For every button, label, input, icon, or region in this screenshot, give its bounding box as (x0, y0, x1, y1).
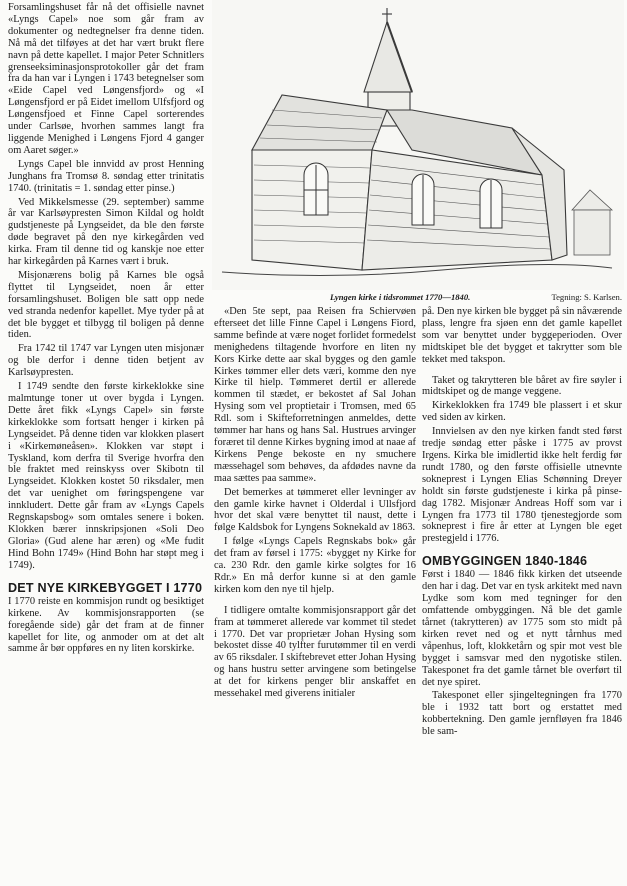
column-2 (214, 306, 416, 702)
paragraph: I 1749 sendte den første kirkeklokke sine malmtunge toner ut over bygda i Lyngen. Dette året fikk «Lyngs Capel» sin første kirkeklokke som fortsatt henger i kirken på Lyngseidet. På denne tiden var klokken plasert i «Kirkemøneåsen». Klokken var støpt i Tyskland, kom derfra til Sverige hvorfra den ble fraktet med reinskyss over Skibotn til Lyngseidet. Klokken kostet 50 riksdaler, men det var uenighet om føringspengene var innkludert. Dette går fram av «Lyngs Capels Regnskapsbog» som omtales senere i boken. Klokken bærer innskripsjonen «Soli Deo Gloria» (Gud alene har æren) og «Me fudit Hind Bohn 1749» (Hind Bohn har støpt meg i 1749). (8, 381, 204, 571)
paragraph: Misjonærens bolig på Karnes ble også flyttet til Lyngseidet, noen år etter forsamlingshuset. Boligen ble satt opp nede ved stranda nedenfor kapellet. Mye tyder på at det ble bygget et tilbygg til boligen på denne tiden. (8, 269, 204, 341)
column-3 (422, 306, 622, 740)
paragraph: Det bemerkes at tømmeret eller levninger av den gamle kirke havnet i Olderdal i Ullsfjord hvor det skal være benyttet til naust, dette i følge Kaldsbok for Lyngens Soknekald av 1863. (214, 486, 416, 534)
paragraph: «Den 5te sept, paa Reisen fra Schiervøen efterseet det lille Finne Capel i Løngens Fiord, samme befinde at være noget forlidet formedelst menighedens tiltagende hvorfore en liten ny Kors Kirke dette aar skal bygges og den gamle Kirkes tømmer eller dets væri, komme den nye Kirke til hielp. Tømmeret dertil er allerede kommen til stædet, er bekostet af Sal Johan Hysing som vel proptietair i Tromsen, med 65 Rdl. som i Skifteforretningen anmeldes, dette tømmer har hans og hans Sal. Hustrues arvinger foræret til denne Kirkes bygning imod at naae af Kirkens Penge bekoste en ny smuchere mæssehagel som behøves, da afdødes navne da maa sættes paa samme». (214, 306, 416, 484)
church-illustration (212, 0, 624, 290)
paragraph: Takesponet eller sjingeltegningen fra 1770 ble i 1932 tatt bort og erstattet med kobbertekning. Den gamle jernfløyen fra 1846 ble sam- (422, 690, 622, 738)
paragraph: Taket og takrytteren ble båret av fire søyler i midtskipet og de mange veggene. (422, 374, 622, 398)
column-1 (8, 2, 204, 657)
paragraph: på. Den nye kirken ble bygget på sin nåværende plass, lengre fra sjøen enn det gamle kapellet som var benyttet under byggeperioden. Over midtskipet ble det bygget et takrytter som ble tekket med takspon. (422, 306, 622, 365)
section-heading: DET NYE KIRKEBYGGET I 1770 (8, 580, 203, 595)
paragraph: I følge «Lyngs Capels Regnskabs bok» går det fram av førsel i 1775: «bygget ny Kirke for ca. 230 Rdr. den gamle kirke solgtes for 16 Rdr.» En må derfor kunne si at den gamle kirken kom den nye til hjelp. (214, 536, 416, 595)
paragraph: Forsamlingshuset får nå det offisielle navnet «Lyngs Capel» noe som går fram av dokumenter og nedtegnelser fra denne tiden. Nå må det tilføyes at det har vært brukt flere navn på dette kapellet. I major Peter Schnitlers grenseeksiminasjonsprotokoller går det fram fra da han var i Lyngen i 1743 betegnelser som «Eide Capel ved Løngensfjord» og «I Løngensfjord er på Eidet imellom Ulfsfjord og Løngensfjoed et Finne Capel sorterendes under Carlsøe, hvorhen sammes langt fra liggende Menighed i Løngens Fjord 4 ganger om Aaret søger.» (8, 2, 204, 156)
paragraph: Først i 1840 — 1846 fikk kirken det utseende den har i dag. Det var en tysk arkitekt med navn Lydke som kom med tegninger for den omfattende ombyggingen. Nå ble det gamle tårnet (takrytteren) av 1775 som sto midt på kirken revet ned og et nytt tårnhus med våpenhus, loft, klokketårn og spir mot vest ble bygget i samsvar med den nygotiske stilen. Takesponet fra det gamle tårnet ble overført til det nye spiret. (422, 569, 622, 688)
paragraph: I 1770 reiste en kommisjon rundt og besiktiget kirkene. Av kommisjonsrapporten (se foregående side) går det fram at de finner kapellet for lite, og anmoder om at det alt samme år bør oppføres en ny liten korskirke. (8, 595, 204, 655)
paragraph: Kirkeklokken fra 1749 ble plassert i et skur ved siden av kirken. (422, 400, 622, 424)
paragraph: Fra 1742 til 1747 var Lyngen uten misjonær og ble derfor i denne tiden betjent av Karlsøypresten. (8, 343, 204, 379)
church-drawing (212, 0, 624, 290)
paragraph: Ved Mikkelsmesse (29. september) samme år var Karlsøypresten Simon Kildal og holdt gudstjeneste på Lyngseidet, da ble den første døde begravet på den nye kirkegården ved kirka. Fram til denne tid og kanskje noe etter har kirkegården på Karnes vært i bruk. (8, 196, 204, 268)
caption-text: Lyngen kirke i tidsrommet 1770—1840. (330, 292, 471, 302)
paragraph: Lyngs Capel ble innvidd av prost Henning Junghans fra Tromsø 8. søndag etter trinitatis 1740. (trinitatis = 1. søndag etter pinse.) (8, 158, 204, 194)
paragraph: Innvielsen av den nye kirken fandt sted først tredje søndag etter påske i 1775 av provst Irgens. Kirka ble imidlertid ikke helt ferdig før rundt 1780, og den første offisielle utnevnte sokneprest i Lyngen Elias Schønning Dreyer holdt sin første gudstjeneste i kirka på pinse- dag 1782. Misjonær Andreas Hoff som var i Lyngen fra 1773 til 1780 tjenestegjorde som sokneprest i fire år etter at Lyngen ble eget prestegjeld i 1776. (422, 426, 622, 545)
caption-credit: Tegning: S. Karlsen. (551, 292, 622, 302)
illustration-caption (330, 292, 624, 302)
paragraph: I tidligere omtalte kommisjonsrapport går det fram at tømmeret allerede var kommet til stedet i 1770. Det var proprietær Johan Hysing som bekostet disse 40 tylfter furutømmer til en verdi av 65 riksdaler. I skiftebrevet etter Johan Hysing og hans hustru setter arvingene som betingelse at det for kirkens penger blir anskaffet en messehakel med giverens initialer (214, 604, 416, 700)
section-heading: OMBYGGINGEN 1840-1846 (422, 554, 588, 569)
